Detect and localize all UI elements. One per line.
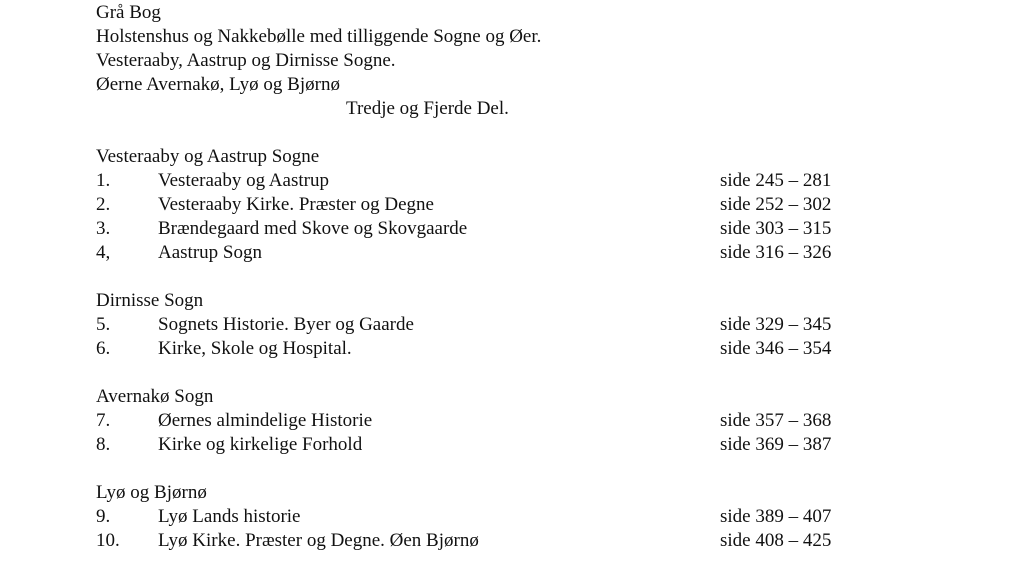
entry-number: 1. [96,170,111,191]
section-heading: Lyø og Bjørnø [96,482,207,503]
header-line-3: Vesteraaby, Aastrup og Dirnisse Sogne. [96,50,396,71]
entry-pages: side 369 – 387 [720,434,832,455]
toc-entry [96,313,856,337]
section-heading: Avernakø Sogn [96,386,214,407]
entry-title: Kirke, Skole og Hospital. [158,338,352,359]
toc-entry [96,193,856,217]
entry-title: Lyø Lands historie [158,506,301,527]
entry-pages: side 245 – 281 [720,170,832,191]
toc-entry [96,217,856,241]
section-heading: Dirnisse Sogn [96,290,204,311]
entry-title: Lyø Kirke. Præster og Degne. Øen Bjørnø [158,530,479,551]
entry-pages: side 346 – 354 [720,338,832,359]
header-line-4: Øerne Avernakø, Lyø og Bjørnø [96,74,340,95]
toc-entry [96,169,856,193]
entry-number: 7. [96,410,111,431]
entry-pages: side 329 – 345 [720,314,832,335]
entry-title: Kirke og kirkelige Forhold [158,434,363,455]
header-line-1: Grå Bog [96,2,161,23]
toc-entry [96,529,856,553]
entry-number: 5. [96,314,111,335]
entry-title: Vesteraaby og Aastrup [158,170,329,191]
entry-number: 6. [96,338,111,359]
toc-entry [96,505,856,529]
entry-pages: side 252 – 302 [720,194,832,215]
entry-pages: side 316 – 326 [720,242,832,263]
header-line-2: Holstenshus og Nakkebølle med tilliggende Sogne og Øer. [96,26,542,47]
entry-number: 3. [96,218,111,239]
entry-title: Sognets Historie. Byer og Gaarde [158,314,414,335]
entry-number: 10. [96,530,120,551]
entry-number: 4, [96,242,111,263]
entry-title: Øernes almindelige Historie [158,410,373,431]
entry-number: 2. [96,194,111,215]
toc-entry [96,433,856,457]
section-heading: Vesteraaby og Aastrup Sogne [96,146,320,167]
entry-number: 8. [96,434,111,455]
entry-title: Brændegaard med Skove og Skovgaarde [158,218,468,239]
entry-pages: side 303 – 315 [720,218,832,239]
entry-pages: side 357 – 368 [720,410,832,431]
entry-pages: side 389 – 407 [720,506,832,527]
toc-entry [96,337,856,361]
entry-title: Vesteraaby Kirke. Præster og Degne [158,194,434,215]
subtitle: Tredje og Fjerde Del. [346,98,509,119]
entry-title: Aastrup Sogn [158,242,262,263]
entry-number: 9. [96,506,111,527]
toc-entry [96,409,856,433]
entry-pages: side 408 – 425 [720,530,832,551]
toc-entry [96,241,856,265]
